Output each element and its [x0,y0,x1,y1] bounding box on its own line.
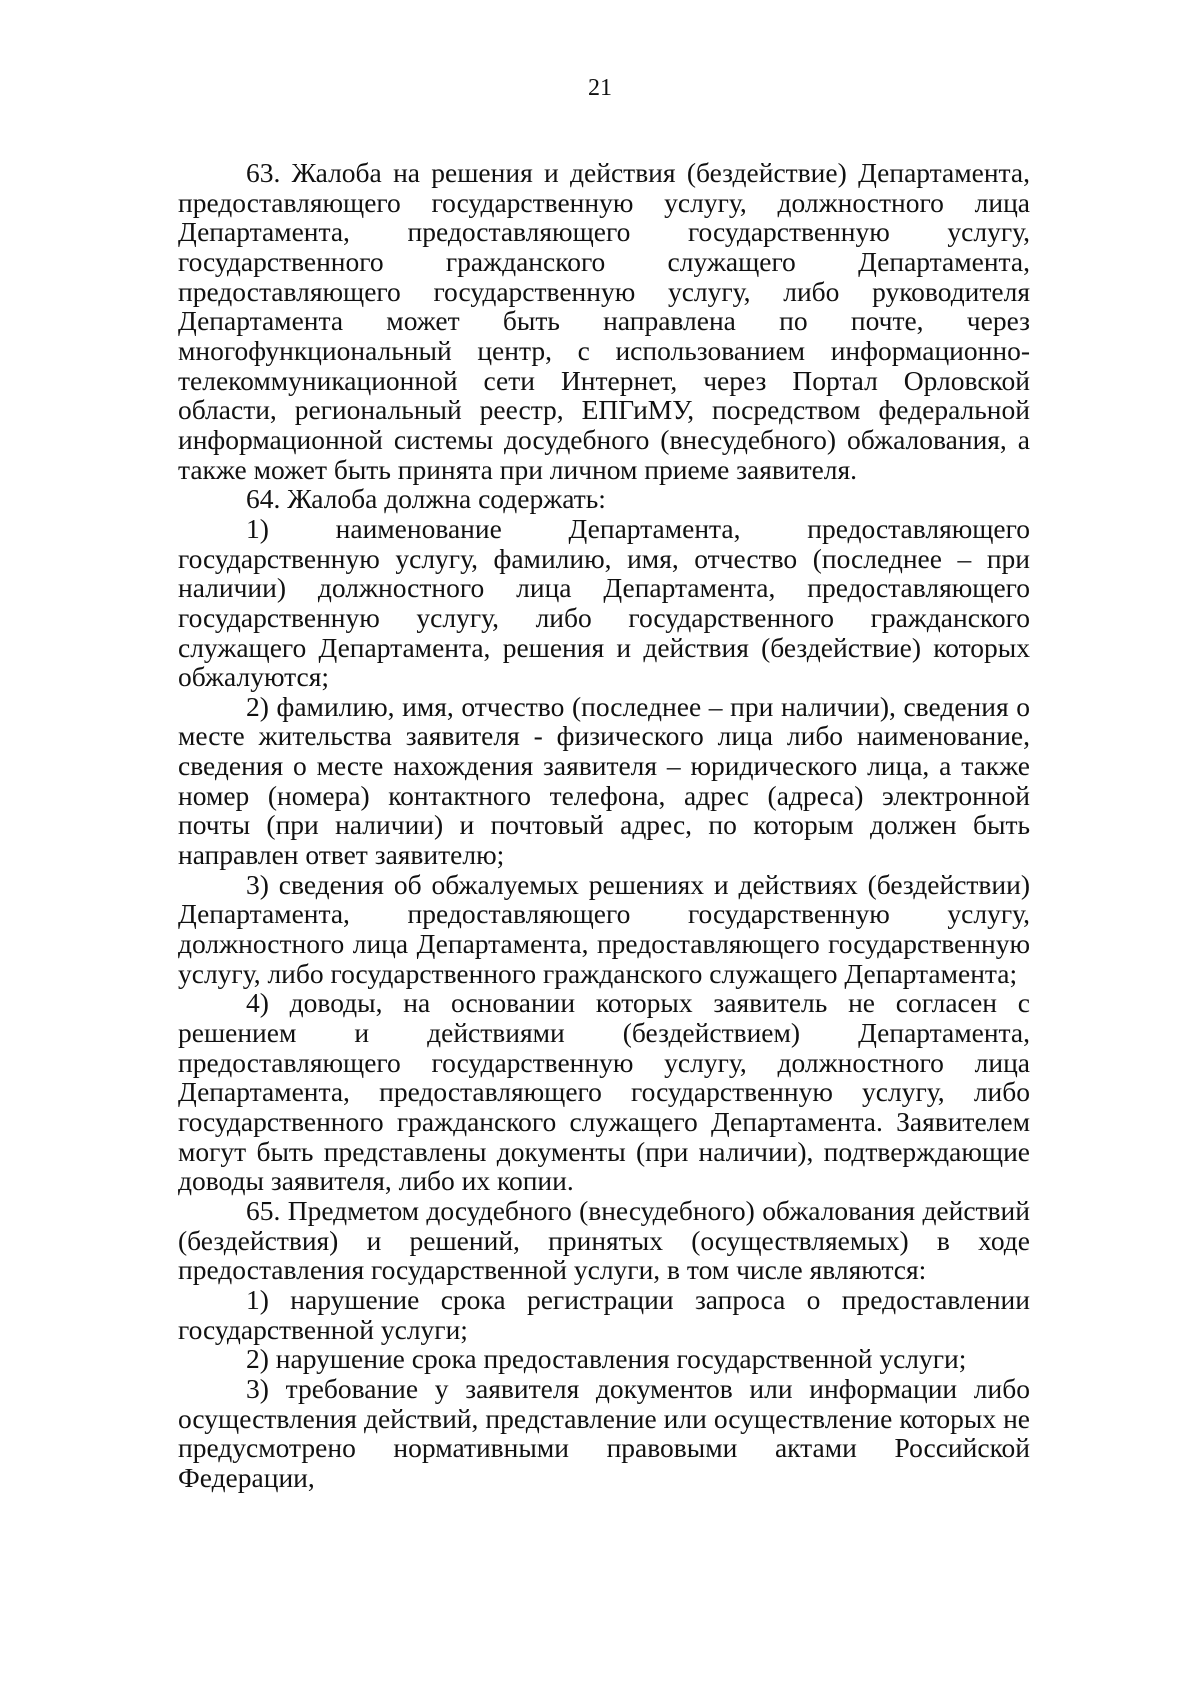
paragraph-65-heading: 65. Предметом досудебного (внесудебного) обжалования действий (бездействия) и решений, принятых (осуществляемых) в ходе предоставления государственной услуги, в том числе являются: [178,1194,1030,1286]
page-number: 21 [588,75,612,101]
paragraph-64-item-1: 1) наименование Департамента, предоставляющего государственную услугу, фамилию, имя, отчество (последнее – при наличии) должностного лица Департамента, предоставляющего государственную услугу, либо государственного гражданского служащего Департамента, решения и действия (бездействие) которых обжалуются; [178,512,1030,693]
paragraph-64-item-3: 3) сведения об обжалуемых решениях и действиях (бездействии) Департамента, предоставляющего государственную услугу, должностного лица Департамента, предоставляющего государственную услугу, либо государственного гражданского служащего Департамента; [178,868,1030,989]
paragraph-63-complaint-channels: 63. Жалоба на решения и действия (бездействие) Департамента, предоставляющего государственную услугу, должностного лица Департамента, предоставляющего государственную услугу, государственного гражданского служащего Департамента, предоставляющего государственную услугу, либо руководителя Департамента может быть направлена по почте, через многофункциональный центр, с использованием информационно-телекоммуникационной сети Интернет, через Портал Орловской области, региональный реестр, ЕПГиМУ, посредством федеральной информационной системы досудебного (внесудебного) обжалования, а также может быть принята при личном приеме заявителя. [178,157,1030,485]
paragraph-65-item-3: 3) требование у заявителя документов или информации либо осуществления действий, представление или осуществление которых не предусмотрено нормативными правовыми актами Российской Федерации, [178,1372,1030,1493]
paragraph-64-heading: 64. Жалоба должна содержать: [246,483,606,515]
paragraph-65-item-2: 2) нарушение срока предоставления государственной услуги; [246,1343,967,1375]
paragraph-65-item-1: 1) нарушение срока регистрации запроса о предоставлении государственной услуги; [178,1283,1030,1345]
paragraph-64-item-2: 2) фамилию, имя, отчество (последнее – при наличии), сведения о месте жительства заявителя - физического лица либо наименование, сведения о месте нахождения заявителя – юридического лица, а также номер (номера) контактного телефона, адрес (адреса) электронной почты (при наличии) и почтовый адрес, по которым должен быть направлен ответ заявителю; [178,690,1030,871]
paragraph-64-item-4: 4) доводы, на основании которых заявитель не согласен с решением и действиями (бездействием) Департамента, предоставляющего государственную услугу, должностного лица Департамента, предоставляющего государственную услугу, либо государственного гражданского служащего Департамента. Заявителем могут быть представлены документы (при наличии), подтверждающие доводы заявителя, либо их копии. [178,987,1030,1197]
document-body [178,158,1030,1493]
